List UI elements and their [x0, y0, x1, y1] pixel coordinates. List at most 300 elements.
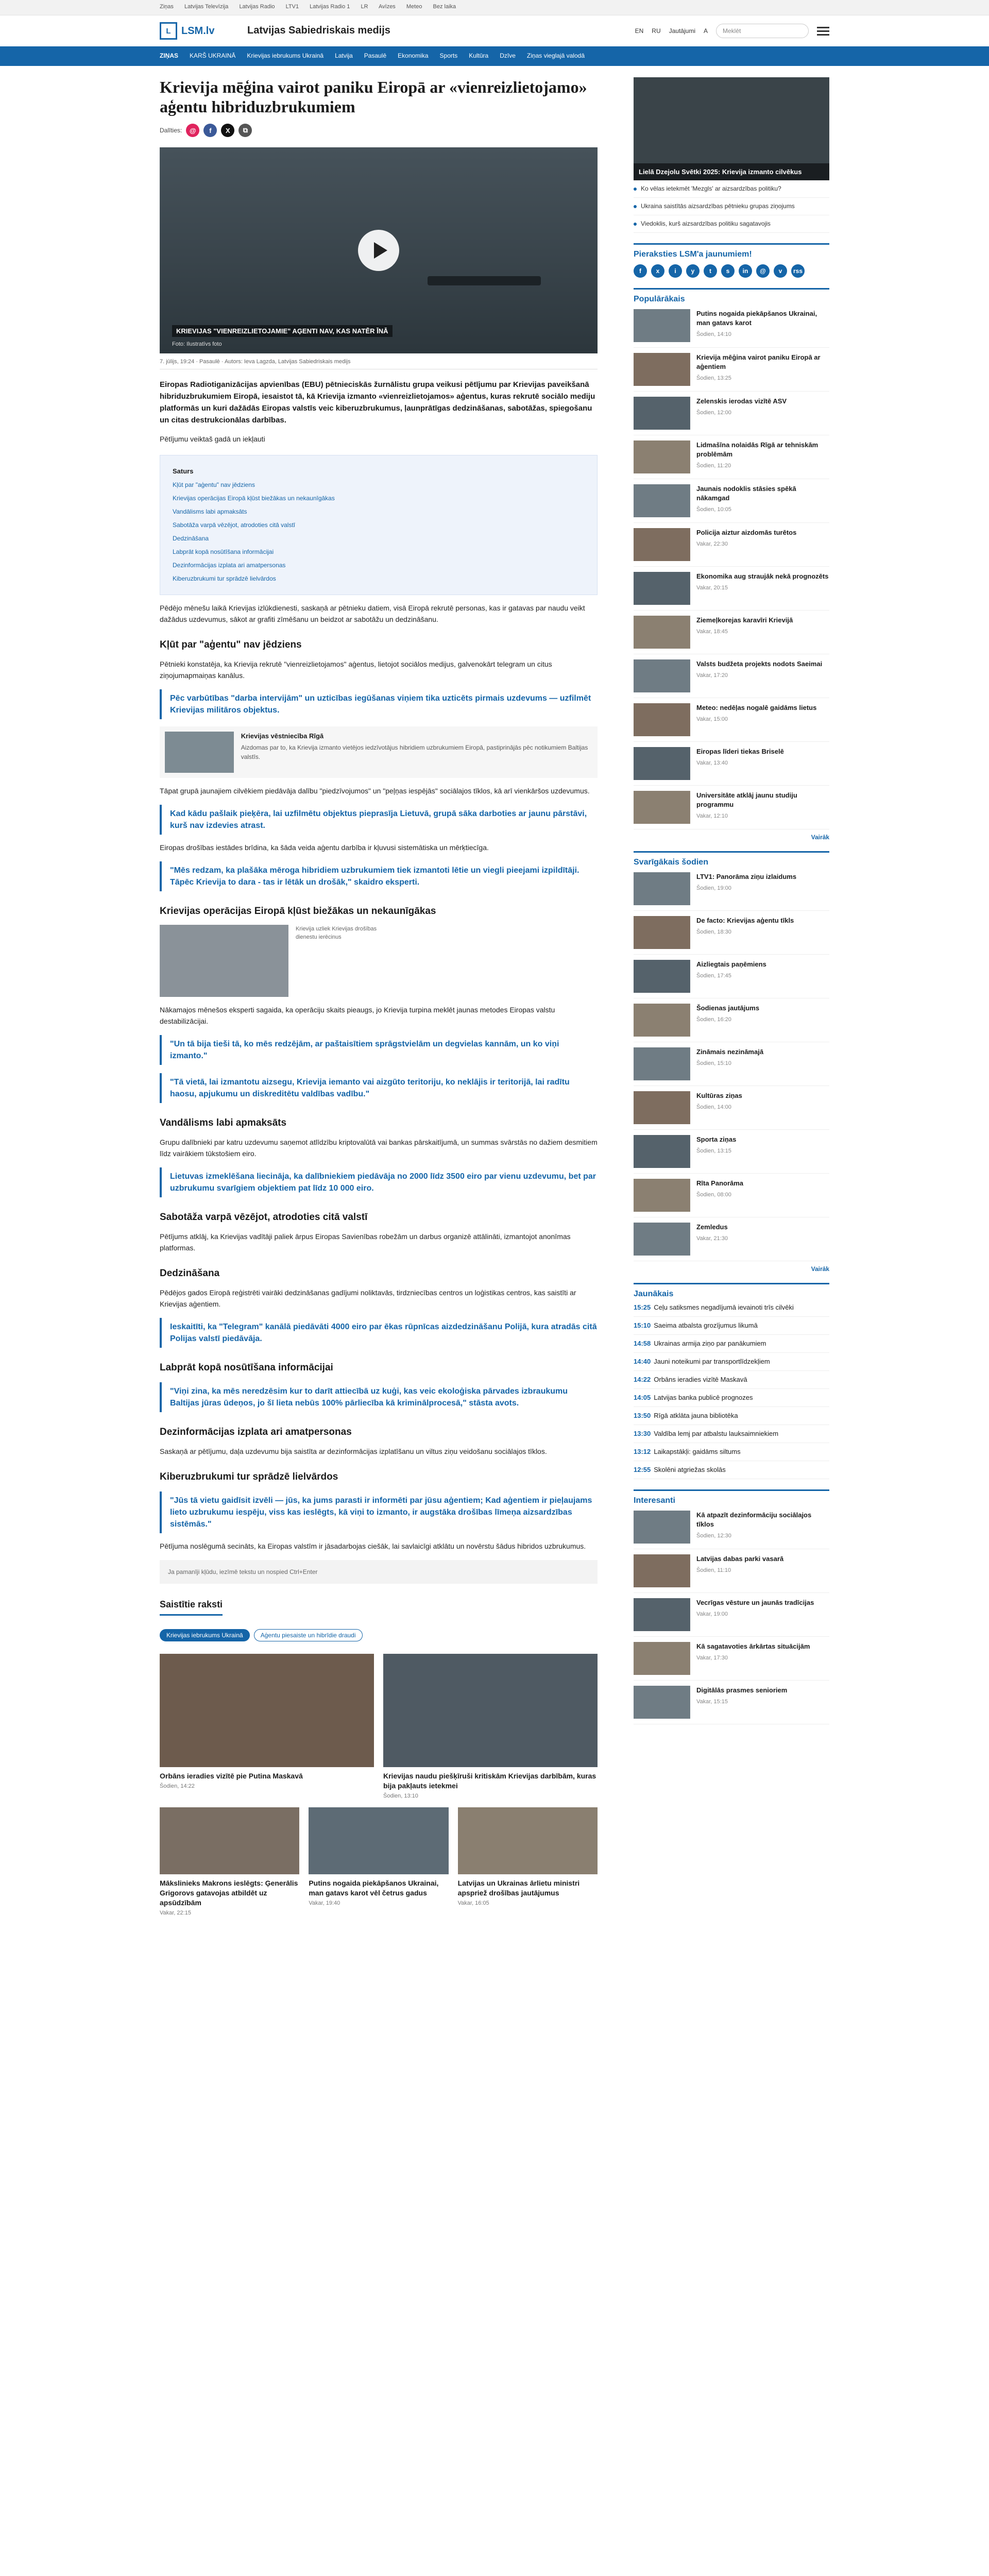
side-item[interactable]	[634, 1593, 829, 1637]
side-item-text	[696, 1004, 759, 1037]
side-item-text	[696, 397, 787, 430]
card-image	[458, 1807, 598, 1874]
latest-item[interactable]	[634, 1299, 829, 1317]
side-item-title: Zelenskis ierodas vizītē ASV	[696, 397, 787, 405]
side-item-image	[634, 528, 690, 561]
latest-item[interactable]	[634, 1335, 829, 1353]
side-item-text	[696, 484, 829, 517]
toc-item[interactable]: Dezinformācijas izplata ari amatpersonas	[173, 562, 286, 569]
popular-box	[634, 288, 829, 841]
font-size-button[interactable]: A	[703, 27, 708, 35]
top-link[interactable]: Latvijas Radio 1	[310, 4, 350, 10]
side-item-image	[634, 1179, 690, 1212]
side-item-date: Vakar, 21:30	[696, 1235, 728, 1242]
play-icon[interactable]	[358, 230, 399, 271]
side-item-date: Vakar, 15:00	[696, 716, 728, 722]
latest-title: Jauni noteikumi par transportlīdzekļiem	[654, 1358, 770, 1365]
latest-title: Valdība lemj par atbalstu lauksaimniekiem	[654, 1430, 779, 1437]
related-card[interactable]	[160, 1807, 299, 1916]
side-item[interactable]	[634, 867, 829, 911]
toc-item[interactable]: Kiberuzbrukumi tur sprādzē lielvārdos	[173, 575, 276, 582]
section-heading: Krievijas operācijas Eiropā kļūst biežākas un nekaunīgākas	[160, 906, 436, 917]
youtube-icon[interactable]: y	[686, 264, 700, 278]
side-item-text	[696, 872, 796, 905]
side-item-text	[696, 353, 829, 386]
toc-item[interactable]: Krievijas operācijas Eiropā kļūst biežākas un nekaunīgākas	[173, 495, 335, 502]
side-item-title: Digitālās prasmes senioriem	[696, 1686, 788, 1694]
side-item-date: Vakar, 19:00	[696, 1611, 728, 1617]
latest-time: 13:50	[634, 1412, 651, 1419]
toc-item[interactable]: Sabotāža varpā vēzējot, atrodoties citā valstī	[173, 521, 296, 529]
pull-quote: "Mēs redzam, ka plašāka mēroga hibridiem uzbrukumiem tiek izmantoti lētie un viegli pieejami izpildītāji. Tāpēc Krievija to dara - tas ir lētāk un drošāk," skaidro eksperti.	[160, 861, 598, 891]
side-item-date: Šodien, 11:20	[696, 463, 731, 469]
side-item-image	[634, 1047, 690, 1080]
copy-link-icon[interactable]: ⧉	[238, 124, 252, 137]
side-item-title: LTV1: Panorāma ziņu izlaidums	[696, 873, 797, 880]
side-item[interactable]	[634, 1174, 829, 1217]
side-item[interactable]	[634, 611, 829, 654]
side-item-title: Kā atpazīt dezinformāciju sociālajos tīklos	[696, 1511, 812, 1528]
latest-item[interactable]	[634, 1371, 829, 1389]
side-item-title: Meteo: nedēļas nogalē gaidāms lietus	[696, 704, 817, 711]
side-item-text	[696, 1598, 814, 1631]
card-image	[160, 1807, 299, 1874]
side-item[interactable]	[634, 1681, 829, 1724]
side-item-title: Aizliegtais paņēmiens	[696, 960, 766, 968]
card-title: Latvijas un Ukrainas ārlietu ministri apspriež drošības jautājumus	[457, 1879, 580, 1897]
site-logo[interactable]	[160, 22, 237, 40]
side-item-image	[634, 1686, 690, 1719]
section-heading: Kļūt par "aģentu" nav jēdziens	[160, 639, 302, 650]
side-item-text	[696, 1179, 743, 1212]
side-item-date: Šodien, 15:10	[696, 1060, 731, 1066]
paragraph: Pētījumu veiktaš gadā un iekļauti	[160, 435, 265, 443]
card-title: Mākslinieks Makrons ieslēgts: Ģenerālis Grigorovs gatavojas atbildēt uz apsūdzībām	[160, 1879, 298, 1907]
nav-item[interactable]: Ziņas vieglajā valodā	[526, 52, 585, 59]
lsm-logo-icon: L	[160, 22, 177, 40]
side-item-date: Šodien, 16:20	[696, 1016, 731, 1023]
side-item-title: Ziemeļkorejas karavīri Krievijā	[696, 616, 793, 624]
latest-title: Ceļu satiksmes negadījumā ievainoti trīs cilvēki	[654, 1303, 794, 1311]
side-item-image	[634, 747, 690, 780]
related-card[interactable]	[309, 1807, 448, 1916]
nav-item[interactable]: Pasaulē	[364, 52, 387, 59]
side-item-image	[634, 1004, 690, 1037]
x-icon[interactable]: x	[651, 264, 664, 278]
side-item-title: Kultūras ziņas	[696, 1092, 742, 1099]
paragraph: Grupu dalībnieki par katru uzdevumu saņemot atlīdzību kriptovalūtā vai bankas pārskaitījumā, un summas svārstās no dažiem desmitiem līdz vairākiem tūkstošiem eiro.	[160, 1138, 598, 1158]
side-item-date: Vakar, 20:15	[696, 585, 728, 591]
side-item-text	[696, 440, 829, 473]
latest-item[interactable]	[634, 1461, 829, 1479]
nav-item[interactable]: Dzīve	[500, 52, 516, 59]
pull-quote: Ieskaitīti, ka "Telegram" kanālā piedāvāti 4000 eiro par ēkas rūpnīcas aizdedzināšanu Polijā, kura atradās citā Polijas valstī piedāvāja.	[160, 1318, 598, 1348]
side-item-date: Šodien, 12:00	[696, 410, 731, 416]
toc-item[interactable]: Labprāt kopā nosūtīšana informācijai	[173, 548, 274, 555]
edition-box	[634, 851, 829, 1273]
article-video[interactable]	[160, 147, 598, 353]
card-image	[160, 1654, 374, 1767]
side-item-date: Vakar, 17:30	[696, 1655, 728, 1661]
card-date: Vakar, 22:15	[160, 1910, 191, 1916]
side-item-title: Universitāte atklāj jaunu studiju programmu	[696, 791, 797, 808]
side-item[interactable]	[634, 392, 829, 435]
nav-item[interactable]: KARŠ UKRAINĀ	[190, 52, 236, 59]
side-item-title: Vecrīgas vēsture un jaunās tradīcijas	[696, 1599, 814, 1606]
lang-ru[interactable]: RU	[652, 27, 661, 35]
tag[interactable]: Aģentu piesaiste un hibrīdie draudi	[254, 1629, 363, 1641]
side-item[interactable]	[634, 1505, 829, 1549]
side-item-date: Vakar, 15:15	[696, 1699, 728, 1705]
pull-quote: "Un tā bija tieši tā, ko mēs redzējām, ar paštaisītiem sprāgstvielām un degvielas kannām, un ko viņi izmanto."	[160, 1035, 598, 1065]
facebook-icon[interactable]: f	[634, 264, 647, 278]
sidebar-bullet[interactable]: Ukraina saistītās aizsardzības pētnieku grupas ziņojums	[634, 198, 829, 215]
side-item-image	[634, 1091, 690, 1124]
side-item[interactable]	[634, 1637, 829, 1681]
share-label: Dalīties:	[160, 127, 182, 134]
side-item[interactable]	[634, 567, 829, 611]
spotify-icon[interactable]: s	[721, 264, 735, 278]
figure-caption: Krievija uzliek Krievijas drošības dienestu ierēcinus	[296, 926, 377, 940]
section-heading: Dedzināšana	[160, 1268, 220, 1279]
pull-quote: Pēc varbūtības "darba intervijām" un uzticības iegūšanas viņiem tika uzticēts pirmais uzdevums — uzfilmēt Krievijas militāros objektus.	[160, 689, 598, 719]
side-item-text	[696, 791, 829, 824]
social-box	[634, 243, 829, 278]
side-item[interactable]	[634, 911, 829, 955]
latest-title: Laikapstākļi: gaidāms siltums	[654, 1448, 741, 1455]
latest-title: Skolēni atgriežas skolās	[654, 1466, 726, 1473]
latest-box	[634, 1283, 829, 1479]
side-item-image	[634, 1511, 690, 1544]
side-item-date: Šodien, 14:10	[696, 331, 731, 337]
side-item-date: Šodien, 10:05	[696, 506, 731, 513]
latest-time: 14:40	[634, 1358, 651, 1365]
side-item-image	[634, 1642, 690, 1675]
side-item-image	[634, 916, 690, 949]
interesting-heading: Interesanti	[634, 1496, 675, 1505]
share-bar	[160, 124, 598, 137]
side-item-date: Šodien, 18:30	[696, 929, 731, 935]
paragraph: Tāpat grupā jaunajiem cilvēkiem piedāvāja dalību "piedzīvojumos" un "peļņas iespējās" sociālajos tīklos, kā arī vienkāršos uzdevumus.	[160, 787, 590, 795]
latest-item[interactable]	[634, 1389, 829, 1407]
side-item[interactable]	[634, 955, 829, 998]
side-item-image	[634, 353, 690, 386]
related-grid-bottom	[160, 1807, 598, 1916]
latest-time: 14:58	[634, 1340, 651, 1347]
latest-title: Rīgā atklāta jauna bibliotēka	[654, 1412, 738, 1419]
tiktok-icon[interactable]: t	[704, 264, 717, 278]
header-controls	[627, 24, 829, 38]
side-item-text	[696, 309, 829, 342]
social-heading: Pieraksties LSM'a jaunumiem!	[634, 250, 752, 259]
side-item-title: Ekonomika aug straujāk nekā prognozēts	[696, 572, 829, 580]
side-item[interactable]	[634, 1217, 829, 1261]
portal-name: Latvijas Sabiedriskais medijs	[247, 25, 390, 36]
video-credit: Foto: Ilustratīvs foto	[172, 341, 222, 347]
pull-quote: "Viņi zina, ka mēs neredzēsim kur to darīt attiecībā uz kuģi, kas veic ekoloģiska pārvades izbraukumu Baltijas jūras ūdeņos, jo šī lieta nebūs 100% pārliecība kā kriminālprocesā," stāsta avots.	[160, 1382, 598, 1412]
sidebar-hero[interactable]	[634, 77, 829, 180]
card-title: Putins nogaida piekāpšanos Ukrainai, man gatavs karot vēl četrus gadus	[309, 1879, 439, 1897]
top-link[interactable]: Ziņas	[160, 4, 174, 10]
section-heading: Vandālisms labi apmaksāts	[160, 1117, 287, 1128]
tag[interactable]: Krievijas iebrukums Ukrainā	[160, 1629, 250, 1641]
nav-item[interactable]: Latvija	[335, 52, 353, 59]
popular-heading: Populārākais	[634, 295, 685, 303]
edition-heading: Svarīgākais šodien	[634, 858, 708, 867]
latest-time: 12:55	[634, 1466, 651, 1473]
side-item[interactable]	[634, 523, 829, 567]
side-item-date: Šodien, 19:00	[696, 885, 731, 891]
toc-item[interactable]: Kļūt par "aģentu" nav jēdziens	[173, 481, 255, 488]
social-icons	[634, 264, 829, 278]
side-item-image	[634, 791, 690, 824]
top-link[interactable]: Latvijas Televīzija	[184, 4, 229, 10]
edition-list	[634, 867, 829, 1261]
side-item-text	[696, 703, 816, 736]
latest-item[interactable]	[634, 1317, 829, 1335]
latest-time: 13:30	[634, 1430, 651, 1437]
side-item-date: Vakar, 13:40	[696, 760, 728, 766]
side-item-date: Šodien, 13:25	[696, 375, 731, 381]
pull-quote: Lietuvas izmeklēšana liecināja, ka dalībniekiem piedāvāja no 2000 līdz 3500 eiro par vienu uzdevumu, bet par uzbrukumu svarīgiem objektiem pat līdz 10 000 eiro.	[160, 1167, 598, 1197]
inline-figure	[160, 925, 598, 997]
side-item-title: Policija aiztur aizdomās turētos	[696, 529, 797, 536]
side-item-text	[696, 1135, 736, 1168]
article-lead: Eiropas Radiotiganizācijas apvienības (EBU) pētnieciskās žurnālistu grupa veikusi pētījumu par Krievijas paveikšanā hibriduzbrukumiem Eiropā, iesaistot tā, kā Krievija izmanto «vienreizlietojamos» aģentus, kuras rekrutē sociālo mediju platformās un kuri dažādās Eiropas valstīs veic kiberuzbrukumus, ļaunprātīgas dedzināšanas, sabotāžas, spiegošanu un citas destrukcionālas darbības.	[160, 380, 595, 425]
article-title: Krievija mēģina vairot paniku Eiropā ar «vienreizlietojamo» aģentu hibriduzbrukumiem	[160, 78, 587, 116]
main-nav	[0, 46, 989, 66]
side-item-text	[696, 528, 796, 561]
card-title: Orbāns ieradies vizītē pie Putina Maskavā	[160, 1772, 303, 1780]
nav-item[interactable]: Sports	[439, 52, 458, 59]
questions-link[interactable]: Jautājumi	[669, 27, 695, 35]
paragraph: Pētījums atklāj, ka Krievijas vadītāji paliek ārpus Eiropas Savienības robežām un darbus organizē attālināti, izmantojot anonīmas platformas.	[160, 1232, 571, 1252]
rss-icon[interactable]: rss	[791, 264, 805, 278]
side-item-date: Šodien, 17:45	[696, 973, 731, 979]
figure-image	[160, 925, 288, 997]
latest-time: 14:22	[634, 1376, 651, 1383]
viber-icon[interactable]: v	[774, 264, 787, 278]
latest-item[interactable]	[634, 1353, 829, 1371]
side-item-image	[634, 572, 690, 605]
search-input[interactable]: Meklēt	[716, 24, 809, 38]
side-item-date: Šodien, 13:15	[696, 1148, 731, 1154]
side-item-text	[696, 1642, 810, 1675]
side-item[interactable]	[634, 698, 829, 742]
paragraph: Eiropas drošības iestādes brīdina, ka šāda veida aģentu darbība ir kļuvusi sistemātiska un mērķtiecīga.	[160, 843, 489, 852]
side-item-text	[696, 1047, 763, 1080]
paragraph: Pētnieki konstatēja, ka Krievija rekrutē "vienreizlietojamos" aģentus, lietojot sociālos medijus, galvenokārt telegram un citus ziņojumapmaiņas kanālus.	[160, 660, 552, 680]
latest-heading: Jaunākais	[634, 1290, 674, 1298]
interesting-list	[634, 1505, 829, 1724]
email-icon[interactable]: @	[756, 264, 770, 278]
top-strip-links	[160, 4, 829, 10]
latest-list	[634, 1299, 829, 1479]
side-item[interactable]	[634, 304, 829, 348]
paragraph: Pēdējo mēnešu laikā Krievijas izlūkdienesti, saskaņā ar pētnieku datiem, visā Eiropā rekrutē personas, kas ir gatavas par naudu veikt dažādus uzdevumus, sākot ar grafiti zīmēšanu un beidzot ar sabotāžu un dedzināšanu.	[160, 604, 585, 623]
side-item-text	[696, 659, 822, 692]
side-item-text	[696, 1091, 742, 1124]
side-item[interactable]	[634, 998, 829, 1042]
header	[0, 15, 989, 46]
latest-title: Ukrainas armija ziņo par panākumiem	[654, 1340, 766, 1347]
side-item-date: Šodien, 08:00	[696, 1192, 731, 1198]
video-caption: KRIEVIJAS "VIENREIZLIETOJAMIE" AĢENTI NAV, KAS NATĒR ĪNĀ	[172, 325, 393, 337]
section-heading: Labprāt kopā nosūtīšana informācijai	[160, 1362, 333, 1373]
top-link[interactable]: LTV1	[285, 4, 299, 10]
side-item-date: Vakar, 18:45	[696, 629, 728, 635]
section-heading: Sabotāža varpā vēzējot, atrodoties citā valstī	[160, 1212, 368, 1223]
latest-title: Orbāns ieradies vizītē Maskavā	[654, 1376, 747, 1383]
nav-item[interactable]: Kultūra	[469, 52, 489, 59]
latest-title: Latvijas banka publicē prognozes	[654, 1394, 753, 1401]
side-item-date: Vakar, 12:10	[696, 813, 728, 819]
side-item-title: De facto: Krievijas aģentu tīkls	[696, 917, 794, 924]
side-item-image	[634, 703, 690, 736]
menu-icon[interactable]	[817, 30, 829, 32]
latest-time: 14:05	[634, 1394, 651, 1401]
related-card[interactable]	[160, 1654, 374, 1799]
sidebar-bullet[interactable]: Ko vēlas ietekmēt 'Mezgls' ar aizsardzības politiku?	[634, 180, 829, 198]
side-item-text	[696, 572, 828, 605]
related-text: Aizdomas par to, ka Krievija izmanto vietējos iedzīvotājus hibridiem uzbrukumiem Eiropā, pastiprinājās pēc notikumiem Baltijas valstīs.	[241, 744, 588, 760]
related-heading: Saistītie raksti	[160, 1599, 223, 1616]
x-icon[interactable]: X	[221, 124, 234, 137]
related-inline[interactable]	[160, 726, 598, 778]
latest-time: 13:12	[634, 1448, 651, 1455]
card-image	[383, 1654, 598, 1767]
tag-list	[160, 1629, 598, 1646]
side-item-image	[634, 616, 690, 649]
ship-image	[428, 276, 541, 285]
toc-item[interactable]: Vandālisms labi apmaksāts	[173, 508, 247, 515]
side-item-image	[634, 309, 690, 342]
related-card[interactable]	[458, 1807, 598, 1916]
side-item-image	[634, 1223, 690, 1256]
side-item-title: Kā sagatavoties ārkārtas situācijām	[696, 1642, 810, 1650]
related-grid-top	[160, 1654, 598, 1799]
paragraph: Pēdējos gados Eiropā reģistrēti vairāki dedzināšanas gadījumi noliktavās, tirdzniecības centros un loģistikas centros, kas saistīti ar Krievijas aģentiem.	[160, 1289, 576, 1308]
top-link[interactable]: Latvijas Radio	[239, 4, 275, 10]
lang-en[interactable]: EN	[635, 27, 644, 35]
side-item[interactable]	[634, 435, 829, 479]
side-item-text	[696, 1686, 787, 1719]
more-link[interactable]: Vairāk	[811, 1265, 829, 1273]
more-link[interactable]: Vairāk	[811, 834, 829, 841]
paragraph: Pētījuma noslēgumā secināts, ka Eiropas valstīm ir jāsadarbojas ciešāk, lai savlaicīgi atklātu un novērstu šādus hibridos uzbrukumus.	[160, 1542, 586, 1550]
latest-time: 15:25	[634, 1303, 651, 1311]
card-date: Vakar, 16:05	[457, 1900, 489, 1906]
side-item-title: Jaunais nodoklis stāsies spēkā nākamgad	[696, 485, 796, 502]
facebook-icon[interactable]: f	[203, 124, 217, 137]
side-item-title: Zemledus	[696, 1223, 728, 1231]
article	[160, 77, 598, 1916]
side-item-text	[696, 1511, 829, 1544]
latest-item[interactable]	[634, 1425, 829, 1443]
card-image	[309, 1807, 448, 1874]
section-heading: Kiberuzbrukumi tur sprādzē lielvārdos	[160, 1471, 338, 1482]
side-item-image	[634, 960, 690, 993]
side-item-image	[634, 440, 690, 473]
nav-item[interactable]: Ekonomika	[398, 52, 429, 59]
side-item[interactable]	[634, 479, 829, 523]
card-date: Vakar, 19:40	[309, 1900, 340, 1906]
side-item[interactable]	[634, 1042, 829, 1086]
sidebar-hero-caption: Lielā Dzejolu Svētki 2025: Krievija izmanto cilvēkus	[634, 163, 829, 180]
top-link[interactable]: LR	[361, 4, 368, 10]
side-item-text	[696, 1223, 728, 1256]
top-link[interactable]: Meteo	[406, 4, 422, 10]
side-item-image	[634, 1135, 690, 1168]
card-date: Šodien, 13:10	[383, 1793, 418, 1799]
side-item[interactable]	[634, 786, 829, 829]
side-item[interactable]	[634, 742, 829, 786]
side-item-text	[696, 616, 793, 649]
side-item[interactable]	[634, 348, 829, 392]
side-item[interactable]	[634, 1130, 829, 1174]
top-strip	[0, 0, 989, 15]
side-item-date: Šodien, 14:00	[696, 1104, 731, 1110]
error-report-note: Ja pamanīji kļūdu, iezīmē tekstu un nospied Ctrl+Enter	[160, 1560, 598, 1584]
side-item-text	[696, 916, 794, 949]
toc-item[interactable]: Dedzināšana	[173, 535, 209, 542]
pull-quote: "Jūs tā vietu gaidīsit izvēli — jūs, ka jums parasti ir informēti par jūsu aģentiem; Kad aģentiem ir pieļaujams lieto uzbrukumu iespēju, viss kas ieslēgts, kā viņi to izmanto, ir augstāka drošības līmeņa aizsardzības sistēmās."	[160, 1492, 598, 1533]
related-image	[165, 732, 234, 773]
logo-text: LSM.lv	[181, 25, 215, 37]
side-item-image	[634, 397, 690, 430]
side-item-image	[634, 659, 690, 692]
side-item-text	[696, 960, 766, 993]
linkedin-icon[interactable]: in	[739, 264, 752, 278]
pull-quote: Kad kādu pašlaik pieķēra, lai uzfilmētu objektus pieprasīja Lietuvā, grupā sāka darboties ar jaunu pārstāvi, kurš nav izdevies atrast.	[160, 805, 598, 835]
side-item-image	[634, 1598, 690, 1631]
side-item-title: Latvijas dabas parki vasarā	[696, 1555, 784, 1563]
instagram-icon[interactable]: i	[669, 264, 682, 278]
side-item-image	[634, 872, 690, 905]
latest-item[interactable]	[634, 1407, 829, 1425]
side-item-date: Šodien, 11:10	[696, 1567, 731, 1573]
side-item-title: Zināmais nezināmajā	[696, 1048, 764, 1056]
sidebar-bullet[interactable]: Viedoklis, kurš aizsardzības politiku sagatavojis	[634, 215, 829, 233]
side-item-date: Vakar, 17:20	[696, 672, 728, 679]
toc-heading: Saturs	[173, 467, 194, 475]
side-item[interactable]	[634, 1549, 829, 1593]
side-item-title: Eiropas līderi tiekas Briselē	[696, 748, 784, 755]
side-item-date: Šodien, 12:30	[696, 1533, 731, 1539]
side-item-image	[634, 1554, 690, 1587]
side-item[interactable]	[634, 654, 829, 698]
side-item[interactable]	[634, 1086, 829, 1130]
side-item-title: Putins nogaida piekāpšanos Ukrainai, man gatavs karot	[696, 310, 817, 327]
card-date: Šodien, 14:22	[160, 1783, 195, 1789]
share-email-icon[interactable]: @	[186, 124, 199, 137]
related-card[interactable]	[383, 1654, 598, 1799]
top-link[interactable]: Avīzes	[379, 4, 396, 10]
article-meta: 7. jūlijs, 19:24 · Pasaulē · Autors: Ieva Lagzda, Latvijas Sabiedriskais medijs	[160, 359, 598, 369]
latest-item[interactable]	[634, 1443, 829, 1461]
sidebar	[634, 77, 829, 1724]
latest-time: 15:10	[634, 1321, 651, 1329]
paragraph: Saskaņā ar pētījumu, daļa uzdevumu bija saistīta ar dezinformācijas izplatīšanu un viltus ziņu veidošanu sociālajos tīklos.	[160, 1447, 547, 1455]
pull-quote: "Tā vietā, lai izmantotu aizsegu, Krievija iemanto vai aizgūto teritoriju, ko neklājis ir teritorijā, lai radītu haosu, apjukumu un diskreditētu valdības vadību."	[160, 1073, 598, 1103]
card-title: Krievijas naudu piešķīruši kritiskām Krievijas darbībām, kuras bija pakļauts ietekmei	[383, 1772, 596, 1790]
side-item-title: Rīta Panorāma	[696, 1179, 744, 1187]
top-link[interactable]: Bez laika	[433, 4, 456, 10]
interesting-box	[634, 1489, 829, 1724]
side-item-title: Sporta ziņas	[696, 1136, 737, 1143]
nav-item[interactable]: Krievijas iebrukums Ukrainā	[247, 52, 324, 59]
nav-item[interactable]: ZIŅAS	[160, 52, 178, 59]
